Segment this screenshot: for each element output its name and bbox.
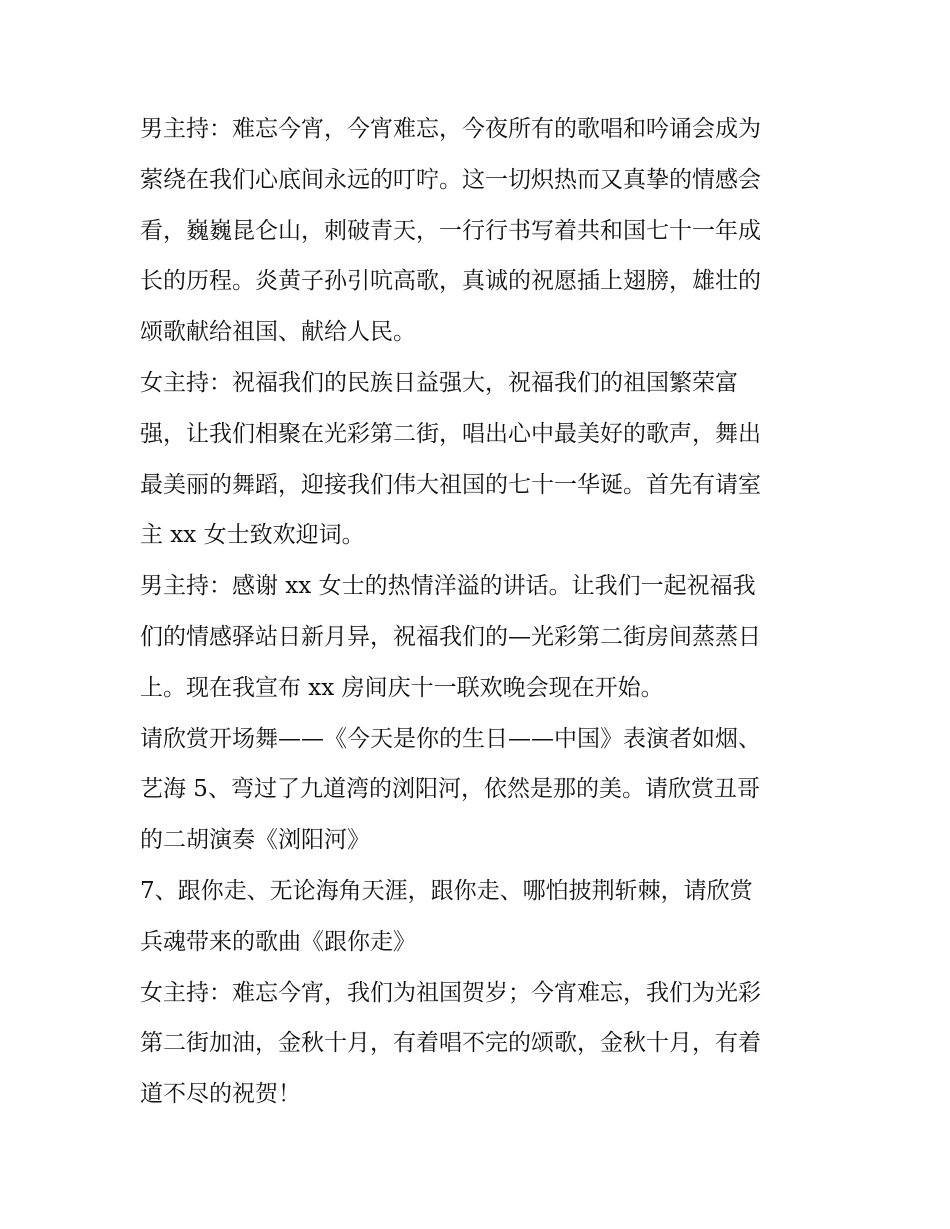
text-line-1: 男主持：难忘今宵，今宵难忘，今夜所有的歌唱和吟诵会成为 xyxy=(140,116,761,142)
text-line-20: 道不尽的祝贺！ xyxy=(140,1081,301,1108)
text-line-7: 强，让我们相聚在光彩第二街，唱出心中最美好的歌声，舞出 xyxy=(140,420,761,447)
document-body xyxy=(140,104,820,1120)
text-line-11: 们的情感驿站日新月异，祝福我们的—光彩第二街房间蒸蒸日 xyxy=(140,623,761,650)
text-line-5: 颂歌献给祖国、献给人民。 xyxy=(140,319,416,346)
text-line-19: 第二街加油，金秋十月，有着唱不完的颂歌，金秋十月，有着 xyxy=(140,1030,761,1057)
text-line-18: 女主持：难忘今宵，我们为祖国贺岁；今宵难忘，我们为光彩 xyxy=(140,979,761,1006)
text-line-10: 男主持：感谢 xx 女士的热情洋溢的讲话。让我们一起祝福我 xyxy=(140,573,756,600)
text-line-15: 的二胡演奏《浏阳河》 xyxy=(140,827,370,854)
text-line-13: 请欣赏开场舞——《今天是你的生日——中国》表演者如烟、 xyxy=(140,725,761,752)
text-line-16: 7、跟你走、无论海角天涯，跟你走、哪怕披荆斩棘，请欣赏 xyxy=(140,877,753,904)
text-line-12: 上。现在我宣布 xx 房间庆十一联欢晚会现在开始。 xyxy=(140,674,664,701)
text-line-2: 萦绕在我们心底间永远的叮咛。这一切炽热而又真挚的情感会 xyxy=(140,166,761,193)
text-line-3: 看，巍巍昆仑山，刺破青天，一行行书写着共和国七十一年成 xyxy=(140,217,761,244)
text-line-4: 长的历程。炎黄子孙引吭高歌，真诚的祝愿插上翅膀，雄壮的 xyxy=(140,268,761,295)
text-line-9: 主 xx 女士致欢迎词。 xyxy=(140,522,365,549)
text-line-8: 最美丽的舞蹈，迎接我们伟大祖国的七十一华诞。首先有请室 xyxy=(140,471,761,498)
text-line-17: 兵魂带来的歌曲《跟你走》 xyxy=(140,928,416,955)
text-line-6: 女主持：祝福我们的民族日益强大，祝福我们的祖国繁荣富 xyxy=(140,369,738,396)
text-line-14: 艺海 5、弯过了九道湾的浏阳河，依然是那的美。请欣赏丑哥 xyxy=(140,776,760,803)
